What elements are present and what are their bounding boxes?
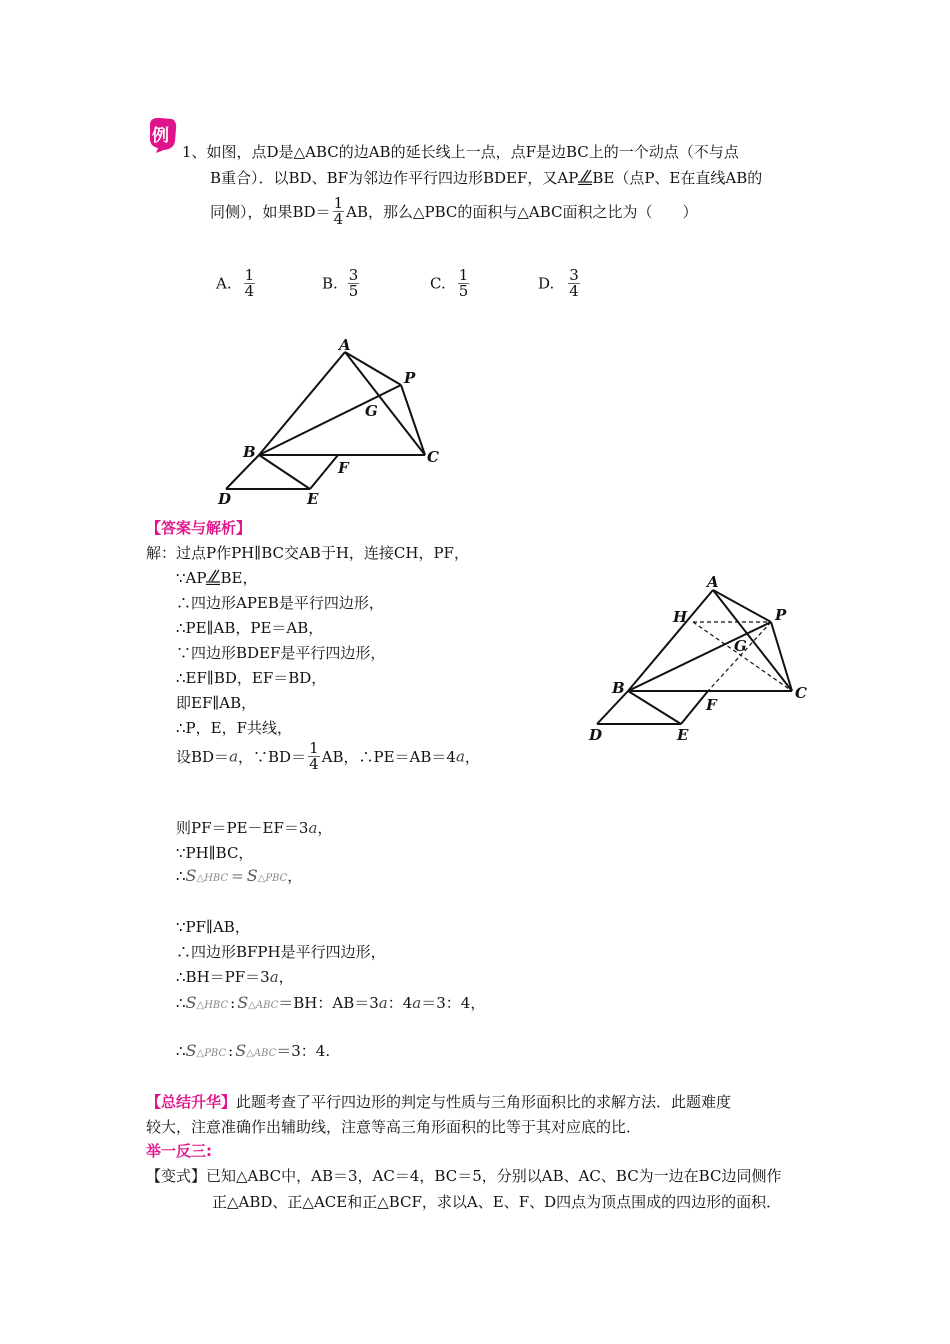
parallel-equal-symbol-2 [206, 569, 220, 583]
fig2-label-d: D [589, 726, 603, 744]
example-badge [146, 115, 176, 153]
fig1-label-e: E [307, 490, 319, 508]
figure-2 [580, 570, 810, 750]
bd-fraction: $\frac{1}{4}$ [333, 194, 344, 228]
option-d[interactable]: D. $\frac{3}{4}$ [538, 266, 579, 300]
solution-line-12: ∴S△HBC = S△PBC， [176, 866, 303, 885]
summary-line-1: 【总结升华】此题考查了平行四边形的判定与性质与三角形面积比的求解方法．此题难度 [146, 1093, 732, 1111]
variant-line-1: 【变式】已知△ABC中，AB＝3，AC＝4，BC＝5，分别以AB、AC、BC为一边在BC边同侧作 [146, 1167, 782, 1185]
option-c[interactable]: C. $\frac{1}{5}$ [430, 266, 469, 300]
solution-line-7: 即EF∥AB， [176, 694, 257, 712]
fig2-label-p: P [775, 606, 787, 624]
fig1-label-c: C [427, 448, 439, 466]
question-line-3-a: 同侧），如果BD＝ [210, 203, 331, 221]
solution-line-1: 解：过点P作PH∥BC交AB于H，连接CH，PF， [146, 544, 469, 562]
summary-heading: 【总结升华】 [146, 1093, 237, 1111]
fig2-label-a: A [707, 573, 719, 591]
fig2-label-c: C [795, 684, 807, 702]
fig2-label-e: E [677, 726, 689, 744]
solution-line-2: ∵AP BE， [176, 569, 258, 587]
solution-heading: 【答案与解析】 [146, 519, 252, 537]
question-line-2 [210, 168, 762, 188]
solution-line-17: ∴S△PBC : S△ABC＝3：4. [176, 1041, 331, 1060]
option-a[interactable]: A. $\frac{1}{4}$ [216, 266, 255, 300]
question-line-2-b: BE（点P、E在直线AB的 [592, 169, 763, 187]
fig1-label-b: B [243, 443, 256, 461]
solution-line-10: 则PF＝PE－EF＝3a， [176, 819, 333, 837]
solution-line-5: ∵四边形BDEF是平行四边形， [176, 644, 386, 662]
solution-line-16: ∴S△HBC : S△ABC＝BH：AB＝3a：4a＝3：4， [176, 993, 486, 1012]
figure-1 [210, 335, 450, 510]
variant-line-2: 正△ABD、正△ACE和正△BCF，求以A、E、F、D四点为顶点围成的四边形的面积． [212, 1193, 782, 1211]
variant-label: 【变式】 [146, 1167, 207, 1185]
solution-line-6: ∴EF∥BD，EF＝BD， [176, 669, 327, 687]
badge-char: 例 [152, 126, 169, 146]
fig1-label-f: F [338, 459, 349, 477]
solution-line-14: ∴四边形BFPH是平行四边形， [176, 943, 386, 961]
summary-line-2: 较大，注意准确作出辅助线，注意等高三角形面积的比等于其对应底的比． [146, 1118, 642, 1136]
fig2-label-b: B [612, 679, 625, 697]
solution-line-4: ∴PE∥AB，PE＝AB， [176, 619, 324, 637]
question-line-2-a: B重合）．以BD、BF为邻边作平行四边形BDEF，又AP [210, 169, 579, 187]
practice-heading: 举一反三: [146, 1142, 212, 1160]
fig1-label-d: D [218, 490, 232, 508]
fig2-label-f: F [706, 696, 717, 714]
question-line-3-b: AB，那么△PBC的面积与△ABC面积之比为（ ） [346, 203, 698, 221]
fig1-label-g: G [365, 402, 378, 420]
solution-line-3: ∴四边形APEB是平行四边形， [176, 594, 384, 612]
question-line-3 [210, 196, 698, 227]
solution-line-11: ∵PH∥BC， [176, 844, 254, 862]
parallel-equal-symbol [578, 169, 592, 183]
solution-line-15: ∴BH＝PF＝3a， [176, 968, 294, 986]
option-b[interactable]: B. $\frac{3}{5}$ [322, 266, 359, 300]
question-line-1: 1、如图，点D是△ABC的边AB的延长线上一点，点F是边BC上的一个动点（不与点 [182, 143, 739, 161]
fig1-label-a: A [339, 336, 351, 354]
fig2-label-h: H [673, 608, 688, 626]
solution-line-8: ∴P，E，F共线， [176, 719, 292, 737]
fig1-label-p: P [404, 369, 416, 387]
solution-line-13: ∵PF∥AB， [176, 918, 250, 936]
solution-line-9: 设BD＝a，∵BD＝ $\frac{1}{4}$ AB，∴PE＝AB＝4a， [176, 739, 480, 773]
fig2-label-g: G [734, 637, 747, 655]
